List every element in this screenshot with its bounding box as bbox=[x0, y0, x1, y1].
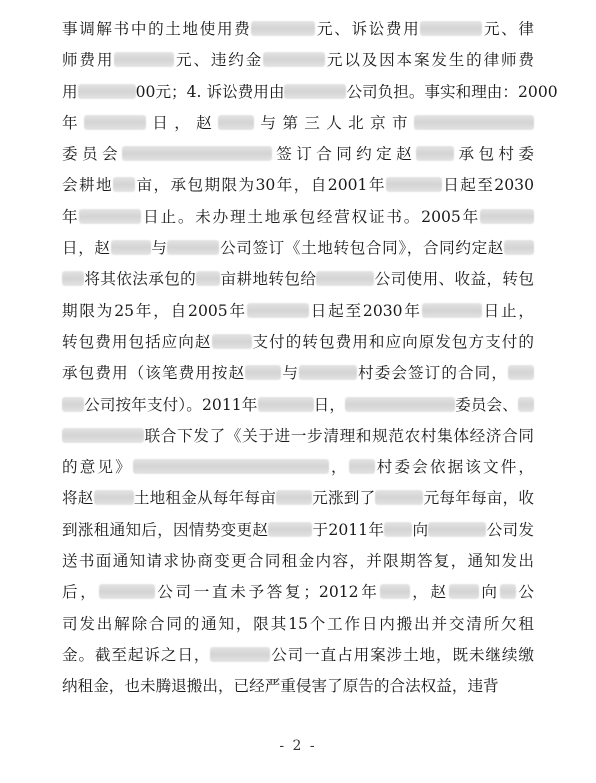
text-line bbox=[62, 327, 534, 358]
redaction-block bbox=[258, 397, 314, 412]
text-segment: 会耕地 bbox=[62, 176, 114, 195]
text-line bbox=[62, 640, 534, 671]
redaction-block bbox=[113, 177, 135, 192]
text-line bbox=[62, 77, 558, 108]
redaction-block bbox=[316, 271, 374, 286]
text-line bbox=[62, 390, 534, 421]
text-segment: 支付的转包费用和应向原发包方支付的 bbox=[251, 332, 534, 351]
text-segment: 委员会、 bbox=[455, 395, 518, 414]
redaction-block bbox=[196, 271, 220, 286]
redaction-block bbox=[414, 115, 534, 130]
redaction-block bbox=[268, 522, 312, 537]
redaction-block bbox=[111, 240, 151, 255]
redaction-block bbox=[212, 334, 252, 349]
text-segment: 到涨租通知后，因情势变更赵 bbox=[62, 520, 269, 539]
text-line bbox=[62, 296, 534, 327]
text-segment: ，赵 bbox=[409, 583, 449, 602]
redaction-block bbox=[245, 365, 281, 380]
redaction-block bbox=[384, 522, 412, 537]
redaction-block bbox=[133, 459, 329, 474]
text-segment: 公司负担。事实和理由：2000 bbox=[346, 82, 558, 101]
text-segment: 亩，承包期限为30年，自2001年 bbox=[135, 176, 386, 195]
text-segment: 公司一直未予答复；2012年 bbox=[154, 583, 380, 602]
redaction-block bbox=[263, 52, 325, 67]
text-line bbox=[62, 233, 534, 264]
redaction-block bbox=[247, 303, 309, 318]
redaction-block bbox=[349, 459, 375, 474]
text-segment: 的意见》 bbox=[62, 458, 133, 477]
text-segment: 元涨到了 bbox=[312, 489, 376, 508]
text-line bbox=[62, 45, 534, 76]
text-segment: 用 bbox=[62, 82, 78, 101]
text-segment: 将其依法承包的 bbox=[84, 270, 197, 289]
text-segment: 日， bbox=[313, 395, 346, 414]
redaction-block bbox=[78, 84, 136, 99]
redaction-block bbox=[416, 146, 454, 161]
redaction-block bbox=[508, 365, 534, 380]
text-line bbox=[62, 358, 534, 389]
redaction-block bbox=[380, 584, 410, 599]
document-body bbox=[62, 14, 558, 703]
text-segment: 承包费用（该笔费用按赵 bbox=[62, 364, 246, 383]
redaction-block bbox=[114, 52, 174, 67]
text-segment: 司发出解除合同的通知，限其15个工作日内搬出并交清所欠租 bbox=[62, 614, 534, 633]
text-segment: 与 bbox=[281, 364, 299, 383]
text-segment: 与第三人北京市 bbox=[254, 113, 414, 132]
text-segment: 签订合同约定赵 bbox=[271, 145, 417, 164]
redaction-block bbox=[504, 240, 534, 255]
text-segment: 年 bbox=[62, 113, 84, 132]
redaction-block bbox=[428, 522, 486, 537]
redaction-block bbox=[251, 21, 315, 36]
redaction-block bbox=[449, 584, 479, 599]
text-segment: 师费用 bbox=[62, 51, 115, 70]
redaction-block bbox=[422, 303, 482, 318]
text-segment: 年 bbox=[62, 207, 80, 226]
redaction-block bbox=[500, 584, 516, 599]
text-segment: 元、违约金 bbox=[174, 51, 264, 70]
redaction-block bbox=[218, 115, 254, 130]
redaction-block bbox=[480, 209, 534, 224]
text-segment: 送书面通知请求协商变更合同租金内容，并限期答复，通知发出 bbox=[62, 552, 534, 571]
redaction-block bbox=[84, 115, 146, 130]
text-segment: 日，赵 bbox=[62, 239, 111, 258]
text-segment: 元每年每亩，收 bbox=[423, 489, 534, 508]
text-segment: 公 bbox=[515, 583, 534, 602]
text-segment: 村委会签订的合同， bbox=[356, 364, 508, 383]
text-line bbox=[62, 202, 534, 233]
redaction-block bbox=[210, 647, 270, 662]
text-line bbox=[62, 264, 534, 295]
redaction-block bbox=[79, 209, 141, 224]
text-segment: 公司使用、收益，转包 bbox=[374, 270, 534, 289]
redaction-block bbox=[420, 21, 482, 36]
text-segment: 金。截至起诉之日， bbox=[62, 645, 211, 664]
text-line bbox=[62, 577, 534, 608]
text-segment: 日起至2030年 bbox=[308, 301, 422, 320]
text-segment: 日止。未办理土地承包经营权证书。2005年 bbox=[141, 207, 480, 226]
text-segment: 委员会 bbox=[62, 145, 122, 164]
text-segment: 公司发 bbox=[486, 520, 534, 539]
redaction-block bbox=[299, 365, 357, 380]
text-segment: 00元；4. 诉讼费用由 bbox=[135, 82, 285, 101]
text-segment: ， bbox=[328, 458, 349, 477]
text-line bbox=[62, 170, 534, 201]
text-line bbox=[62, 421, 534, 452]
text-segment: 元、律 bbox=[482, 20, 534, 38]
text-segment: 日起至2030 bbox=[441, 176, 534, 195]
redaction-block bbox=[99, 584, 155, 599]
redaction-block bbox=[375, 490, 423, 505]
text-segment: 土地租金从每年每亩 bbox=[133, 489, 276, 508]
redaction-block bbox=[62, 428, 144, 443]
text-segment: 公司一直占用案涉土地，既未继续缴 bbox=[270, 645, 534, 664]
text-line bbox=[62, 139, 534, 170]
text-line bbox=[62, 671, 534, 702]
text-line bbox=[62, 515, 534, 546]
text-segment: 后， bbox=[62, 583, 99, 602]
text-segment: 转包费用包括应向赵 bbox=[62, 332, 212, 351]
redaction-block bbox=[345, 397, 455, 412]
text-line bbox=[62, 609, 534, 640]
redaction-block bbox=[167, 240, 219, 255]
text-segment: 事调解书中的土地使用费 bbox=[62, 20, 252, 38]
text-line bbox=[62, 546, 534, 577]
text-segment: 于2011年 bbox=[312, 520, 385, 539]
text-segment: 日，赵 bbox=[145, 113, 219, 132]
text-segment: 日止， bbox=[481, 301, 535, 320]
text-segment: 村委会依据该文件， bbox=[374, 458, 534, 477]
redaction-block bbox=[122, 146, 272, 161]
text-segment: 亩耕地转包给 bbox=[220, 270, 317, 289]
text-line bbox=[62, 483, 534, 514]
text-line bbox=[62, 14, 534, 45]
redaction-block bbox=[518, 397, 534, 412]
text-segment: 与 bbox=[150, 239, 168, 258]
text-line bbox=[62, 452, 534, 483]
text-segment: 期限为25年，自2005年 bbox=[62, 301, 247, 320]
redaction-block bbox=[386, 177, 442, 192]
text-segment: 将赵 bbox=[62, 489, 94, 508]
text-segment: 元以及因本案发生的律师费 bbox=[325, 51, 534, 70]
redaction-block bbox=[94, 490, 134, 505]
redaction-block bbox=[62, 397, 84, 412]
text-segment: 向 bbox=[412, 520, 429, 539]
text-segment: 公司按年支付）。2011年 bbox=[84, 395, 258, 414]
redaction-block bbox=[276, 490, 312, 505]
text-segment: 承包村委 bbox=[454, 145, 534, 164]
text-segment: 元、诉讼费用 bbox=[315, 20, 421, 38]
redaction-block bbox=[62, 271, 84, 286]
text-segment: 联合下发了《关于进一步清理和规范农村集体经济合同 bbox=[144, 426, 534, 445]
text-segment: 向 bbox=[478, 583, 500, 602]
text-segment: 公司签订《土地转包合同》，合同约定赵 bbox=[219, 239, 504, 258]
redaction-block bbox=[284, 84, 346, 99]
text-segment: 纳租金，也未腾退搬出，已经严重侵害了原告的合法权益，违背 bbox=[62, 677, 499, 696]
page-number: - 2 - bbox=[279, 738, 317, 754]
text-line bbox=[62, 108, 534, 139]
